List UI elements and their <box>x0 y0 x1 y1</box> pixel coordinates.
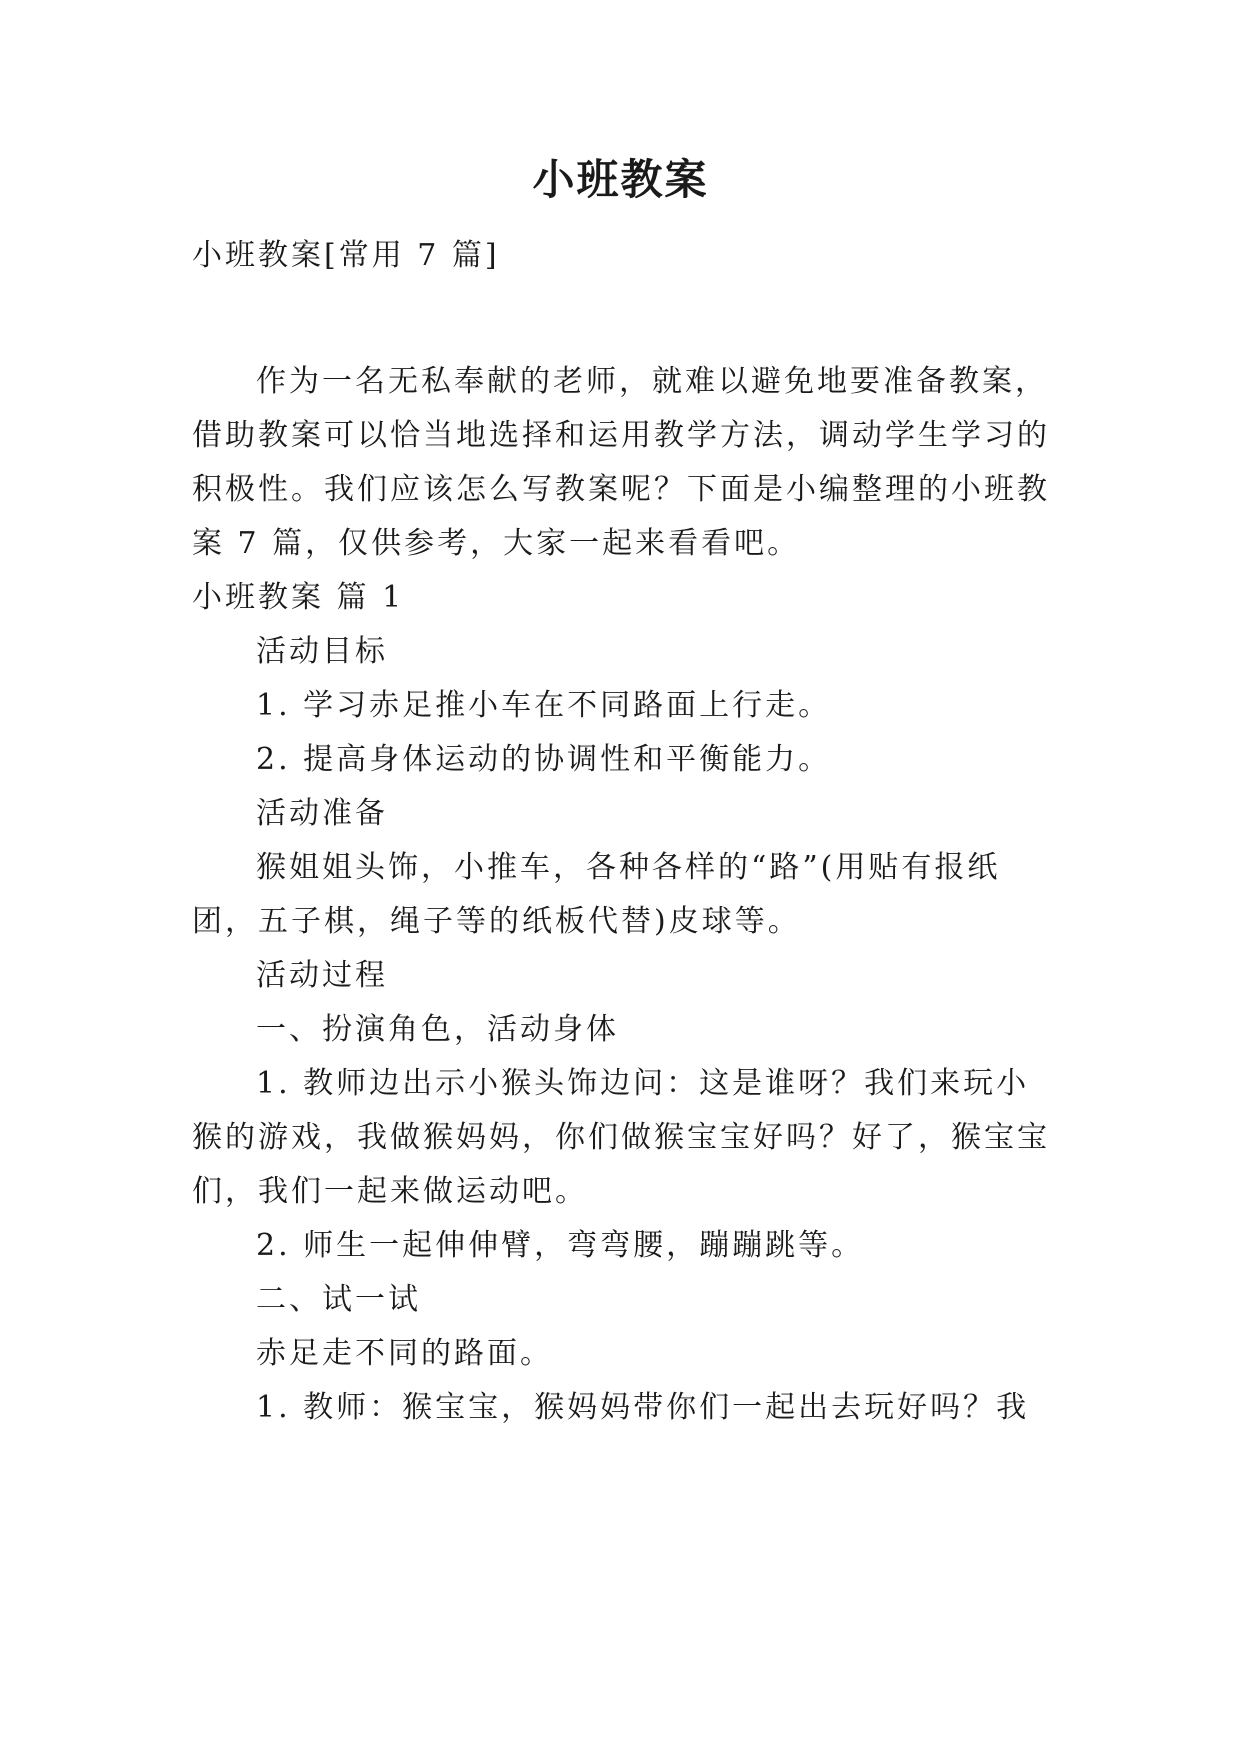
paragraph-line: 猴姐姐头饰，小推车，各种各样的“路”(用贴有报纸 <box>256 850 1001 885</box>
step-heading: 一、扮演角色，活动身体 <box>256 1012 619 1047</box>
paragraph-line: 赤足走不同的路面。 <box>256 1336 553 1371</box>
document-subtitle: 小班教案[常用 7 篇] <box>192 238 500 273</box>
paragraph-line: 案 7 篇，仅供参考，大家一起来看看吧。 <box>192 526 801 561</box>
document-title: 小班教案 <box>532 155 709 204</box>
list-item: 2. 提高身体运动的协调性和平衡能力。 <box>256 742 832 777</box>
paragraph-line: 借助教案可以恰当地选择和运用教学方法，调动学生学习的 <box>192 418 1050 453</box>
paragraph-line: 们，我们一起来做运动吧。 <box>192 1174 588 1209</box>
subsection-heading: 活动目标 <box>256 634 388 669</box>
list-item: 2. 师生一起伸伸臂，弯弯腰，蹦蹦跳等。 <box>256 1228 865 1263</box>
subsection-heading: 活动过程 <box>256 958 388 993</box>
paragraph-line: 猴的游戏，我做猴妈妈，你们做猴宝宝好吗？好了，猴宝宝 <box>192 1120 1050 1155</box>
list-item: 1. 学习赤足推小车在不同路面上行走。 <box>256 688 832 723</box>
list-item: 1. 教师边出示小猴头饰边问：这是谁呀？我们来玩小 <box>256 1066 1030 1101</box>
section-heading: 小班教案 篇 1 <box>192 580 405 615</box>
list-item: 1. 教师：猴宝宝，猴妈妈带你们一起出去玩好吗？我 <box>256 1390 1030 1425</box>
paragraph-line: 团，五子棋，绳子等的纸板代替)皮球等。 <box>192 904 801 939</box>
step-heading: 二、试一试 <box>256 1282 421 1317</box>
paragraph-line: 积极性。我们应该怎么写教案呢？下面是小编整理的小班教 <box>192 472 1050 507</box>
subsection-heading: 活动准备 <box>256 796 388 831</box>
paragraph-line: 作为一名无私奉献的老师，就难以避免地要准备教案， <box>256 364 1048 399</box>
